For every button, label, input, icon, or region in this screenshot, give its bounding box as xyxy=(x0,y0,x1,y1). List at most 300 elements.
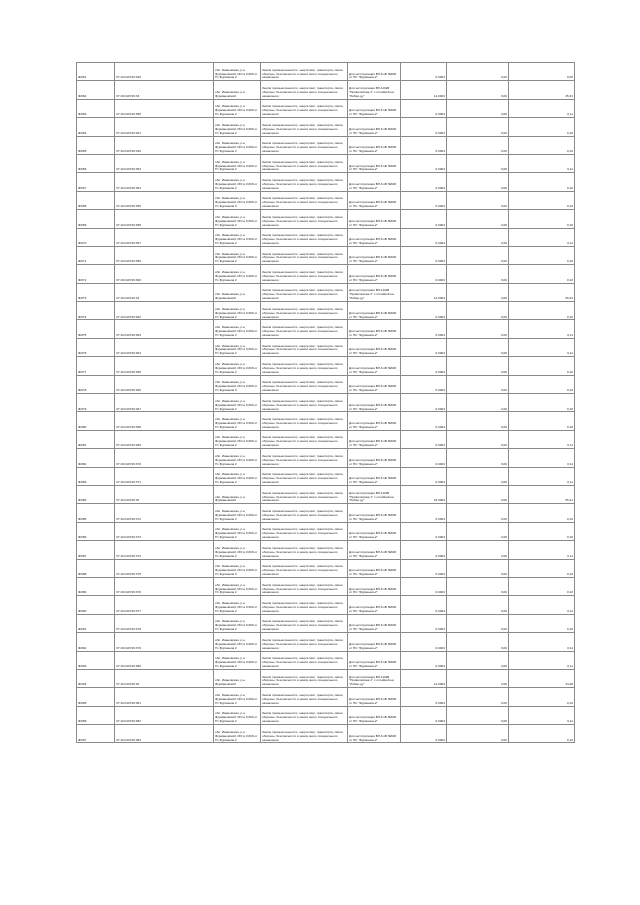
cell-cadastral-number: 37:19:010726:358 xyxy=(115,210,214,228)
cell-plot-number: Ф/074 xyxy=(77,302,115,320)
cell-land-category: Земли промышленности, энергетики, транспорта, связи, обороны, безопасности и земли иного специального назначения xyxy=(261,357,348,375)
cell-rate: 0,00 xyxy=(447,357,509,375)
table-row xyxy=(77,559,575,577)
cell-plot-number: Ф/071 xyxy=(77,246,115,264)
cell-address: обл. Ивановская, р-н Фурмановский, МО в 0,600 от ГС Фурманов 2 xyxy=(214,430,261,448)
table-row xyxy=(77,154,575,172)
cell-plot-number: Ф/076 xyxy=(77,338,115,356)
cell-amount: 0,11 xyxy=(509,706,575,724)
cell-cadastral-number: 37:19:010726:349 xyxy=(115,63,214,81)
cell-rate: 0,00 xyxy=(447,449,509,467)
cell-land-category: Земли промышленности, энергетики, транспорта, связи, обороны, безопасности и земли иного специального назначения xyxy=(261,394,348,412)
cell-area: 0,0004 xyxy=(401,191,447,209)
cell-rate: 0,00 xyxy=(447,302,509,320)
cell-land-category: Земли промышленности, энергетики, транспорта, связи, обороны, безопасности и земли иного специального назначения xyxy=(261,375,348,393)
cell-land-category: Земли промышленности, энергетики, транспорта, связи, обороны, безопасности и земли иного специального назначения xyxy=(261,651,348,669)
cell-amount: 0,10 xyxy=(509,191,575,209)
table-row xyxy=(77,302,575,320)
cell-land-category: Земли промышленности, энергетики, транспорта, связи, обороны, безопасности и земли иного специального назначения xyxy=(261,265,348,283)
cell-rate: 0,00 xyxy=(447,191,509,209)
cell-cadastral-number: 37:19:010726:379 xyxy=(115,633,214,651)
cell-cadastral-number: 37:19:010726:371 xyxy=(115,467,214,485)
cell-plot-number: Ф/094 xyxy=(77,669,115,687)
cell-area: 0,0004 xyxy=(401,210,447,228)
cell-cadastral-number: 37:19:010726:372 xyxy=(115,504,214,522)
cell-area: 0,0004 xyxy=(401,522,447,540)
cell-permitted-use: Для эксплуатации ВЛ-6 кВ №600 от ПС "Фурманов-2" xyxy=(348,173,401,191)
cell-amount: 0,11 xyxy=(509,633,575,651)
cell-land-category: Земли промышленности, энергетики, транспорта, связи, обороны, безопасности и земли иного специального назначения xyxy=(261,504,348,522)
cell-area: 14,0004 xyxy=(401,283,447,301)
cell-amount: 0,11 xyxy=(509,541,575,559)
cell-permitted-use: Для эксплуатации ВЛ-6 кВ №600 от ПС "Фурманов-2" xyxy=(348,541,401,559)
cell-rate: 2,00 xyxy=(447,669,509,687)
cell-address: обл. Ивановская, р-н Фурмановский, МО в 0,600 от ГС Фурманов 2 xyxy=(214,228,261,246)
cell-land-category: Земли промышленности, энергетики, транспорта, связи, обороны, безопасности и земли иного специального назначения xyxy=(261,246,348,264)
cell-permitted-use: Для эксплуатации ВЛ-110кВ "Приволжская-1" с отпайкой на "Либер-ду" xyxy=(348,669,401,687)
cell-address: обл. Ивановская, р-н Фурмановский, МО в 0,600 от ГС Фурманов 2 xyxy=(214,99,261,117)
cell-amount: 0,11 xyxy=(509,430,575,448)
cell-cadastral-number: 37:19:010726:364 xyxy=(115,338,214,356)
cell-area: 0,0004 xyxy=(401,375,447,393)
cell-plot-number: Ф/070 xyxy=(77,228,115,246)
cell-cadastral-number: 37:19:010726:381 xyxy=(115,688,214,706)
cell-cadastral-number: 37:19:010726:370 xyxy=(115,449,214,467)
cell-area: 0,0004 xyxy=(401,136,447,154)
cell-cadastral-number: 37:19:010726:367 xyxy=(115,394,214,412)
cell-plot-number: Ф/091 xyxy=(77,614,115,632)
cell-permitted-use: Для эксплуатации ВЛ-6 кВ №600 от ПС "Фурманов-2" xyxy=(348,449,401,467)
cell-plot-number: Ф/073 xyxy=(77,283,115,301)
cell-land-category: Земли промышленности, энергетики, транспорта, связи, обороны, безопасности и земли иного специального назначения xyxy=(261,541,348,559)
cell-permitted-use: Для эксплуатации ВЛ-110кВ "Приволжская-1" с отпайкой на "Либер-ду" xyxy=(348,485,401,503)
cell-address: обл. Ивановская, р-н Фурмановский, МО в 0,600 от ГС Фурманов 2 xyxy=(214,559,261,577)
cell-address: обл. Ивановская, р-н Фурмановский, МО в 0,600 от ГС Фурманов 2 xyxy=(214,394,261,412)
cell-area: 0,0004 xyxy=(401,357,447,375)
table-row xyxy=(77,541,575,559)
cell-address: обл. Ивановская, р-н Фурмановский, МО в 0,600 от ГС Фурманов 2 xyxy=(214,504,261,522)
cell-permitted-use: Для эксплуатации ВЛ-6 кВ №600 от ПС "Фурманов-2" xyxy=(348,338,401,356)
cell-rate: 0,00 xyxy=(447,136,509,154)
table-row xyxy=(77,651,575,669)
cell-address: обл. Ивановская, р-н Фурмановский, МО в 0,600 от ГС Фурманов 2 xyxy=(214,154,261,172)
cell-amount: 0,10 xyxy=(509,118,575,136)
cell-cadastral-number: 37:19:010726:383 xyxy=(115,725,214,743)
cell-rate: 0,00 xyxy=(447,338,509,356)
cell-rate: 0,00 xyxy=(447,430,509,448)
cell-cadastral-number: 37:19:010726:34 xyxy=(115,283,214,301)
cell-land-category: Земли промышленности, энергетики, транспорта, связи, обороны, безопасности и земли иного специального назначения xyxy=(261,449,348,467)
cell-permitted-use: Для эксплуатации ВЛ-6 кВ №600 от ПС "Фурманов-2" xyxy=(348,191,401,209)
cell-land-category: Земли промышленности, энергетики, транспорта, связи, обороны, безопасности и земли иного специального назначения xyxy=(261,228,348,246)
table-row xyxy=(77,136,575,154)
table-row xyxy=(77,246,575,264)
table-row xyxy=(77,210,575,228)
table-row xyxy=(77,283,575,301)
cell-permitted-use: Для эксплуатации ВЛ-6 кВ №600 от ПС "Фурманов-2" xyxy=(348,412,401,430)
table-row xyxy=(77,173,575,191)
cell-amount: 36,34 xyxy=(509,283,575,301)
cell-cadastral-number: 37:19:010726:378 xyxy=(115,614,214,632)
cell-permitted-use: Для эксплуатации ВЛ-6 кВ №600 от ПС "Фурманов-2" xyxy=(348,375,401,393)
cell-area: 0,0004 xyxy=(401,338,447,356)
table-row xyxy=(77,430,575,448)
cell-land-category: Земли промышленности, энергетики, транспорта, связи, обороны, безопасности и земли иного специального назначения xyxy=(261,302,348,320)
cell-permitted-use: Для эксплуатации ВЛ-6 кВ №600 от ПС "Фурманов-2" xyxy=(348,467,401,485)
cell-address: обл. Ивановская, р-н Фурмановский xyxy=(214,669,261,687)
cell-rate: 0,00 xyxy=(447,559,509,577)
cell-land-category: Земли промышленности, энергетики, транспорта, связи, обороны, безопасности и земли иного специального назначения xyxy=(261,191,348,209)
cell-permitted-use: Для эксплуатации ВЛ-6 кВ №600 от ПС "Фурманов-2" xyxy=(348,154,401,172)
cell-permitted-use: Для эксплуатации ВЛ-6 кВ №600 от ПС "Фурманов-2" xyxy=(348,136,401,154)
cell-amount: 0,10 xyxy=(509,504,575,522)
cell-plot-number: Ф/066 xyxy=(77,154,115,172)
cell-area: 0,0004 xyxy=(401,688,447,706)
cell-area: 0,0004 xyxy=(401,559,447,577)
cell-address: обл. Ивановская, р-н Фурмановский, МО в 0,600 от ГС Фурманов 2 xyxy=(214,136,261,154)
cell-rate: 0,00 xyxy=(447,577,509,595)
cell-rate: 0,00 xyxy=(447,265,509,283)
cell-area: 0,0004 xyxy=(401,614,447,632)
cell-plot-number: Ф/089 xyxy=(77,577,115,595)
table-row xyxy=(77,725,575,743)
cell-land-category: Земли промышленности, энергетики, транспорта, связи, обороны, безопасности и земли иного специального назначения xyxy=(261,485,348,503)
table-row xyxy=(77,669,575,687)
cell-plot-number: Ф/080 xyxy=(77,412,115,430)
cell-area: 0,0004 xyxy=(401,63,447,81)
cell-permitted-use: Для эксплуатации ВЛ-6 кВ №600 от ПС "Фурманов-2" xyxy=(348,228,401,246)
cell-area: 19,0004 xyxy=(401,485,447,503)
cell-area: 0,0004 xyxy=(401,541,447,559)
cell-permitted-use: Для эксплуатации ВЛ-6 кВ №600 от ПС "Фурманов-2" xyxy=(348,63,401,81)
cell-rate: 0,00 xyxy=(447,504,509,522)
cell-amount: 0,11 xyxy=(509,449,575,467)
cell-plot-number: Ф/064 xyxy=(77,118,115,136)
cell-area: 0,0004 xyxy=(401,651,447,669)
cell-plot-number: Ф/075 xyxy=(77,320,115,338)
cell-cadastral-number: 37:19:010726:346 xyxy=(115,136,214,154)
cell-amount: 0,10 xyxy=(509,394,575,412)
cell-permitted-use: Для эксплуатации ВЛ-6 кВ №600 от ПС "Фурманов-2" xyxy=(348,706,401,724)
cell-plot-number: Ф/081 xyxy=(77,430,115,448)
cell-cadastral-number: 37:19:010726:357 xyxy=(115,228,214,246)
cell-amount: 0,11 xyxy=(509,320,575,338)
cell-address: обл. Ивановская, р-н Фурмановский, МО в 0,600 от ГС Фурманов 2 xyxy=(214,320,261,338)
cell-plot-number: Ф/065 xyxy=(77,136,115,154)
cell-plot-number: Ф/097 xyxy=(77,725,115,743)
cell-amount: 0,11 xyxy=(509,467,575,485)
cell-area: 0,0004 xyxy=(401,228,447,246)
cell-area: 0,0004 xyxy=(401,99,447,117)
cell-rate: 0,00 xyxy=(447,320,509,338)
cell-address: обл. Ивановская, р-н Фурмановский, МО в 0,600 от ГС Фурманов 2 xyxy=(214,651,261,669)
table-row xyxy=(77,504,575,522)
cell-amount: 0,10 xyxy=(509,577,575,595)
cell-area: 0,0004 xyxy=(401,394,447,412)
cell-land-category: Земли промышленности, энергетики, транспорта, связи, обороны, безопасности и земли иного специального назначения xyxy=(261,210,348,228)
cell-plot-number: Ф/085 xyxy=(77,504,115,522)
cell-cadastral-number: 37:19:010726:366 xyxy=(115,375,214,393)
cell-address: обл. Ивановская, р-н Фурмановский, МО в 0,600 от ГС Фурманов 2 xyxy=(214,725,261,743)
cell-cadastral-number: 37:19:010726:368 xyxy=(115,412,214,430)
cell-land-category: Земли промышленности, энергетики, транспорта, связи, обороны, безопасности и земли иного специального назначения xyxy=(261,338,348,356)
cell-address: обл. Ивановская, р-н Фурмановский, МО в 0,600 от ГС Фурманов 2 xyxy=(214,449,261,467)
cell-amount: 0,11 xyxy=(509,154,575,172)
cell-rate: 0,00 xyxy=(447,596,509,614)
cell-land-category: Земли промышленности, энергетики, транспорта, связи, обороны, безопасности и земли иного специального назначения xyxy=(261,136,348,154)
cell-area: 0,0004 xyxy=(401,725,447,743)
cell-land-category: Земли промышленности, энергетики, транспорта, связи, обороны, безопасности и земли иного специального назначения xyxy=(261,688,348,706)
cell-rate: 0,00 xyxy=(447,614,509,632)
cell-cadastral-number: 37:19:010726:33 xyxy=(115,81,214,99)
cell-rate: 0,00 xyxy=(447,467,509,485)
cell-permitted-use: Для эксплуатации ВЛ-6 кВ №600 от ПС "Фурманов-2" xyxy=(348,99,401,117)
cell-permitted-use: Для эксплуатации ВЛ-6 кВ №600 от ПС "Фурманов-2" xyxy=(348,651,401,669)
cell-land-category: Земли промышленности, энергетики, транспорта, связи, обороны, безопасности и земли иного специального назначения xyxy=(261,725,348,743)
cell-cadastral-number: 37:19:010726:382 xyxy=(115,706,214,724)
cell-amount: 0,00 xyxy=(509,63,575,81)
cell-plot-number: Ф/087 xyxy=(77,541,115,559)
cell-amount: 34,28 xyxy=(509,669,575,687)
cell-address: обл. Ивановская, р-н Фурмановский, МО в 0,600 от ГС Фурманов 2 xyxy=(214,357,261,375)
cell-plot-number: Ф/072 xyxy=(77,265,115,283)
cell-permitted-use: Для эксплуатации ВЛ-6 кВ №600 от ПС "Фурманов-2" xyxy=(348,596,401,614)
cell-cadastral-number: 37:19:010726:36 xyxy=(115,669,214,687)
cell-rate: 0,00 xyxy=(447,375,509,393)
cell-rate: 2,00 xyxy=(447,228,509,246)
cell-area: 0,0004 xyxy=(401,320,447,338)
cell-rate: 0,00 xyxy=(447,283,509,301)
table-row xyxy=(77,99,575,117)
cell-rate: 0,00 xyxy=(447,485,509,503)
cell-rate: 0,00 xyxy=(447,725,509,743)
cell-cadastral-number: 37:19:010726:377 xyxy=(115,596,214,614)
table-row xyxy=(77,338,575,356)
table-row xyxy=(77,63,575,81)
cell-rate: 0,00 xyxy=(447,706,509,724)
cell-land-category: Земли промышленности, энергетики, транспорта, связи, обороны, безопасности и земли иного специального назначения xyxy=(261,320,348,338)
cell-area: 0,0004 xyxy=(401,154,447,172)
cell-permitted-use: Для эксплуатации ВЛ-110кВ "Приволжская-1" с отпайкой на "Либер-ду" xyxy=(348,81,401,99)
cell-rate: 0,00 xyxy=(447,633,509,651)
table-row xyxy=(77,412,575,430)
cell-cadastral-number: 37:19:010726:374 xyxy=(115,541,214,559)
cell-rate: 0,00 xyxy=(447,99,509,117)
cell-permitted-use: Для эксплуатации ВЛ-6 кВ №600 от ПС "Фурманов-2" xyxy=(348,577,401,595)
table-row xyxy=(77,614,575,632)
cell-address: обл. Ивановская, р-н Фурмановский, МО в 0,600 от ГС Фурманов 2 xyxy=(214,265,261,283)
cell-rate: 2,00 xyxy=(447,522,509,540)
cell-amount: 0,10 xyxy=(509,136,575,154)
cell-cadastral-number: 37:19:010726:354 xyxy=(115,173,214,191)
cell-land-category: Земли промышленности, энергетики, транспорта, связи, обороны, безопасности и земли иного специального назначения xyxy=(261,118,348,136)
cell-land-category: Земли промышленности, энергетики, транспорта, связи, обороны, безопасности и земли иного специального назначения xyxy=(261,412,348,430)
cell-permitted-use: Для эксплуатации ВЛ-6 кВ №600 от ПС "Фурманов-2" xyxy=(348,614,401,632)
cell-cadastral-number: 37:19:010726:356 xyxy=(115,99,214,117)
cell-land-category: Земли промышленности, энергетики, транспорта, связи, обороны, безопасности и земли иного специального назначения xyxy=(261,614,348,632)
land-plots-table xyxy=(76,62,575,743)
cell-address: обл. Ивановская, р-н Фурмановский xyxy=(214,485,261,503)
cell-address: обл. Ивановская, р-н Фурмановский, МО в 0,600 от ГС Фурманов 2 xyxy=(214,614,261,632)
cell-cadastral-number: 37:19:010726:362 xyxy=(115,302,214,320)
cell-amount: 0,10 xyxy=(509,357,575,375)
cell-amount: 35,31 xyxy=(509,485,575,503)
cell-rate: 0,00 xyxy=(447,688,509,706)
cell-address: обл. Ивановская, р-н Фурмановский xyxy=(214,283,261,301)
cell-permitted-use: Для эксплуатации ВЛ-6 кВ №600 от ПС "Фурманов-2" xyxy=(348,265,401,283)
cell-address: обл. Ивановская, р-н Фурмановский, МО в 0,600 от ГС Фурманов 2 xyxy=(214,118,261,136)
cell-address: обл. Ивановская, р-н Фурмановский, МО в 0,600 от ГС Фурманов 2 xyxy=(214,522,261,540)
cell-permitted-use: Для эксплуатации ВЛ-6 кВ №600 от ПС "Фурманов-2" xyxy=(348,210,401,228)
cell-area: 0,0004 xyxy=(401,504,447,522)
cell-permitted-use: Для эксплуатации ВЛ-6 кВ №600 от ПС "Фурманов-2" xyxy=(348,430,401,448)
cell-amount: 0,10 xyxy=(509,614,575,632)
cell-amount: 0,11 xyxy=(509,651,575,669)
table-row xyxy=(77,320,575,338)
table-row xyxy=(77,394,575,412)
cell-amount: 0,10 xyxy=(509,688,575,706)
table-row xyxy=(77,596,575,614)
cell-amount: 0,10 xyxy=(509,210,575,228)
cell-cadastral-number: 37:19:010726:360 xyxy=(115,265,214,283)
cell-plot-number: Ф/092 xyxy=(77,633,115,651)
table-row xyxy=(77,81,575,99)
cell-address: обл. Ивановская, р-н Фурмановский, МО в 0,600 от ГС Фурманов 2 xyxy=(214,541,261,559)
cell-address: обл. Ивановская, р-н Фурмановский, МО в 0,600 от ГС Фурманов 2 xyxy=(214,338,261,356)
cell-permitted-use: Для эксплуатации ВЛ-6 кВ №600 от ПС "Фурманов-2" xyxy=(348,357,401,375)
cell-permitted-use: Для эксплуатации ВЛ-6 кВ №600 от ПС "Фурманов-2" xyxy=(348,302,401,320)
table-row xyxy=(77,706,575,724)
cell-plot-number: Ф/068 xyxy=(77,191,115,209)
cell-plot-number: Ф/093 xyxy=(77,651,115,669)
cell-address: обл. Ивановская, р-н Фурмановский, МО в 0,600 от ГС Фурманов 2 xyxy=(214,246,261,264)
cell-area: 0,0004 xyxy=(401,412,447,430)
cell-address: обл. Ивановская, р-н Фурмановский, МО в 0,600 от ГС Фурманов 2 xyxy=(214,633,261,651)
cell-plot-number: Ф/067 xyxy=(77,173,115,191)
cell-area: 0,0004 xyxy=(401,467,447,485)
cell-land-category: Земли промышленности, энергетики, транспорта, связи, обороны, безопасности и земли иного специального назначения xyxy=(261,669,348,687)
cell-cadastral-number: 37:19:010726:376 xyxy=(115,577,214,595)
cell-rate: 0,00 xyxy=(447,173,509,191)
cell-plot-number: Ф/077 xyxy=(77,357,115,375)
cell-rate: 2,00 xyxy=(447,210,509,228)
cell-permitted-use: Для эксплуатации ВЛ-6 кВ №600 от ПС "Фурманов-2" xyxy=(348,522,401,540)
table-row xyxy=(77,449,575,467)
cell-rate: 0,00 xyxy=(447,154,509,172)
cell-rate: 0,00 xyxy=(447,412,509,430)
cell-area: 0,0004 xyxy=(401,265,447,283)
table-row xyxy=(77,265,575,283)
cell-permitted-use: Для эксплуатации ВЛ-6 кВ №600 от ПС "Фурманов-2" xyxy=(348,118,401,136)
cell-cadastral-number: 37:19:010726:369 xyxy=(115,430,214,448)
table-row xyxy=(77,375,575,393)
cell-plot-number: Ф/061 xyxy=(77,63,115,81)
cell-cadastral-number: 37:19:010726:365 xyxy=(115,357,214,375)
cell-cadastral-number: 37:19:010726:35 xyxy=(115,485,214,503)
cell-permitted-use: Для эксплуатации ВЛ-6 кВ №600 от ПС "Фурманов-2" xyxy=(348,320,401,338)
cell-permitted-use: Для эксплуатации ВЛ-6 кВ №600 от ПС "Фурманов-2" xyxy=(348,504,401,522)
cell-area: 0,0004 xyxy=(401,173,447,191)
cell-rate: 0,00 xyxy=(447,118,509,136)
cell-land-category: Земли промышленности, энергетики, транспорта, связи, обороны, безопасности и земли иного специального назначения xyxy=(261,467,348,485)
cell-area: 14,0004 xyxy=(401,669,447,687)
cell-land-category: Земли промышленности, энергетики, транспорта, связи, обороны, безопасности и земли иного специального назначения xyxy=(261,81,348,99)
cell-land-category: Земли промышленности, энергетики, транспорта, связи, обороны, безопасности и земли иного специального назначения xyxy=(261,283,348,301)
cell-plot-number: Ф/096 xyxy=(77,706,115,724)
cell-plot-number: Ф/078 xyxy=(77,375,115,393)
cell-area: 0,0004 xyxy=(401,302,447,320)
cell-amount: 0,10 xyxy=(509,412,575,430)
cell-address: обл. Ивановская, р-н Фурмановский, МО в 0,600 от ГС Фурманов 2 xyxy=(214,173,261,191)
cell-land-category: Земли промышленности, энергетики, транспорта, связи, обороны, безопасности и земли иного специального назначения xyxy=(261,99,348,117)
cell-area: 0,0004 xyxy=(401,246,447,264)
cell-land-category: Земли промышленности, энергетики, транспорта, связи, обороны, безопасности и земли иного специального назначения xyxy=(261,559,348,577)
cell-plot-number: Ф/083 xyxy=(77,467,115,485)
cell-address: обл. Ивановская, р-н Фурмановский, МО в 0,600 от ГС Фурманов 2 xyxy=(214,210,261,228)
cell-cadastral-number: 37:19:010726:353 xyxy=(115,154,214,172)
cell-amount: 0,11 xyxy=(509,99,575,117)
cell-land-category: Земли промышленности, энергетики, транспорта, связи, обороны, безопасности и земли иного специального назначения xyxy=(261,63,348,81)
cell-address: обл. Ивановская, р-н Фурмановский, МО в 0,600 от ГС Фурманов 2 xyxy=(214,375,261,393)
cell-address: обл. Ивановская, р-н Фурмановский, МО в 0,600 от ГС Фурманов 2 xyxy=(214,412,261,430)
cell-area: 0,0004 xyxy=(401,577,447,595)
cell-rate: 0,00 xyxy=(447,246,509,264)
cell-land-category: Земли промышленности, энергетики, транспорта, связи, обороны, безопасности и земли иного специального назначения xyxy=(261,706,348,724)
cell-cadastral-number: 37:19:010726:363 xyxy=(115,320,214,338)
table-row xyxy=(77,577,575,595)
cell-amount: 0,10 xyxy=(509,522,575,540)
cell-rate: 0,00 xyxy=(447,651,509,669)
cell-area: 0,0004 xyxy=(401,449,447,467)
cell-plot-number: Ф/079 xyxy=(77,394,115,412)
table-row xyxy=(77,228,575,246)
cell-area: 0,0004 xyxy=(401,430,447,448)
cell-area: 0,0004 xyxy=(401,596,447,614)
cell-address: обл. Ивановская, р-н Фурмановский, МО в 0,600 от ГС Фурманов 2 xyxy=(214,191,261,209)
cell-land-category: Земли промышленности, энергетики, транспорта, связи, обороны, безопасности и земли иного специального назначения xyxy=(261,596,348,614)
cell-plot-number: Ф/082 xyxy=(77,449,115,467)
cell-amount: 0,10 xyxy=(509,559,575,577)
cell-cadastral-number: 37:19:010726:380 xyxy=(115,651,214,669)
cell-address: обл. Ивановская, р-н Фурмановский xyxy=(214,81,261,99)
cell-amount: 0,10 xyxy=(509,725,575,743)
cell-cadastral-number: 37:19:010726:361 xyxy=(115,118,214,136)
cell-rate: 0,00 xyxy=(447,81,509,99)
cell-plot-number: Ф/069 xyxy=(77,210,115,228)
cell-address: обл. Ивановская, р-н Фурмановский, МО в 0,600 от ГС Фурманов 2 xyxy=(214,467,261,485)
cell-cadastral-number: 37:19:010726:359 xyxy=(115,246,214,264)
cell-plot-number: Ф/062 xyxy=(77,81,115,99)
table-row xyxy=(77,485,575,503)
cell-amount: 0,11 xyxy=(509,596,575,614)
cell-area: 14,0004 xyxy=(401,81,447,99)
cell-amount: 0,11 xyxy=(509,338,575,356)
cell-amount: 0,10 xyxy=(509,375,575,393)
cell-area: 0,0004 xyxy=(401,706,447,724)
cell-land-category: Земли промышленности, энергетики, транспорта, связи, обороны, безопасности и земли иного специального назначения xyxy=(261,522,348,540)
cell-plot-number: Ф/084 xyxy=(77,485,115,503)
cell-cadastral-number: 37:19:010726:373 xyxy=(115,522,214,540)
cell-address: обл. Ивановская, р-н Фурмановский, МО в 0,600 от ГС Фурманов 2 xyxy=(214,63,261,81)
cell-address: обл. Ивановская, р-н Фурмановский, МО в 0,600 от ГС Фурманов 2 xyxy=(214,302,261,320)
cell-land-category: Земли промышленности, энергетики, транспорта, связи, обороны, безопасности и земли иного специального назначения xyxy=(261,577,348,595)
cell-plot-number: Ф/088 xyxy=(77,559,115,577)
cell-plot-number: Ф/086 xyxy=(77,522,115,540)
cell-amount: 0,10 xyxy=(509,302,575,320)
cell-amount: 0,10 xyxy=(509,246,575,264)
cell-land-category: Земли промышленности, энергетики, транспорта, связи, обороны, безопасности и земли иного специального назначения xyxy=(261,173,348,191)
cell-permitted-use: Для эксплуатации ВЛ-6 кВ №600 от ПС "Фурманов-2" xyxy=(348,246,401,264)
